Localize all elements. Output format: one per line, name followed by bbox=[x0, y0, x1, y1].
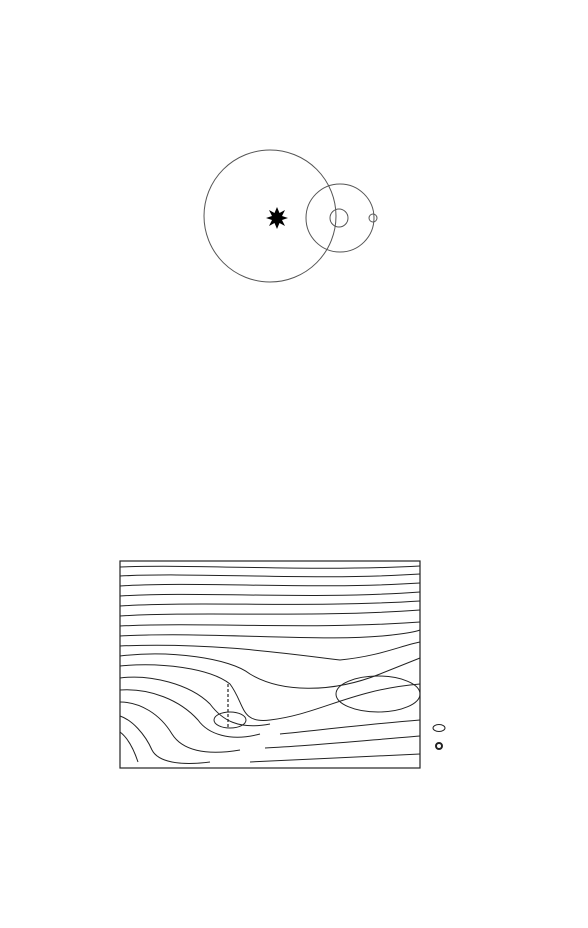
isotherm-line bbox=[120, 592, 420, 596]
isotherm-line bbox=[120, 610, 420, 616]
legend-isotherm-icon bbox=[433, 725, 445, 732]
isotherm-line bbox=[120, 566, 420, 568]
isotherm-line bbox=[120, 677, 270, 726]
legend-city-icon bbox=[436, 743, 442, 749]
isotherm-line bbox=[250, 754, 420, 762]
chart-frame bbox=[120, 561, 420, 768]
temperature-profile-chart bbox=[90, 534, 510, 802]
isotherm-line bbox=[120, 601, 420, 606]
isotherm-line bbox=[120, 583, 420, 586]
isotherm-line bbox=[120, 622, 420, 626]
isotherm-line bbox=[120, 654, 420, 688]
isotherm-line bbox=[120, 574, 420, 577]
isotherm-closed-loop bbox=[214, 712, 246, 728]
isotherm-line bbox=[120, 732, 138, 762]
sun-orbit-circle bbox=[204, 150, 336, 282]
isotherm-line bbox=[120, 716, 210, 764]
orbit-diagram bbox=[180, 148, 410, 288]
isotherm-line bbox=[120, 642, 420, 660]
isotherm-closed-loop bbox=[336, 676, 420, 712]
isotherm-lines bbox=[120, 566, 420, 764]
moon-circle bbox=[369, 214, 377, 222]
earth-moon-orbit-circle bbox=[306, 184, 374, 252]
earth-circle bbox=[330, 209, 348, 227]
sun-star-icon bbox=[266, 207, 288, 229]
isotherm-line bbox=[265, 736, 420, 748]
isotherm-line bbox=[280, 720, 420, 734]
isotherm-line bbox=[120, 630, 420, 638]
